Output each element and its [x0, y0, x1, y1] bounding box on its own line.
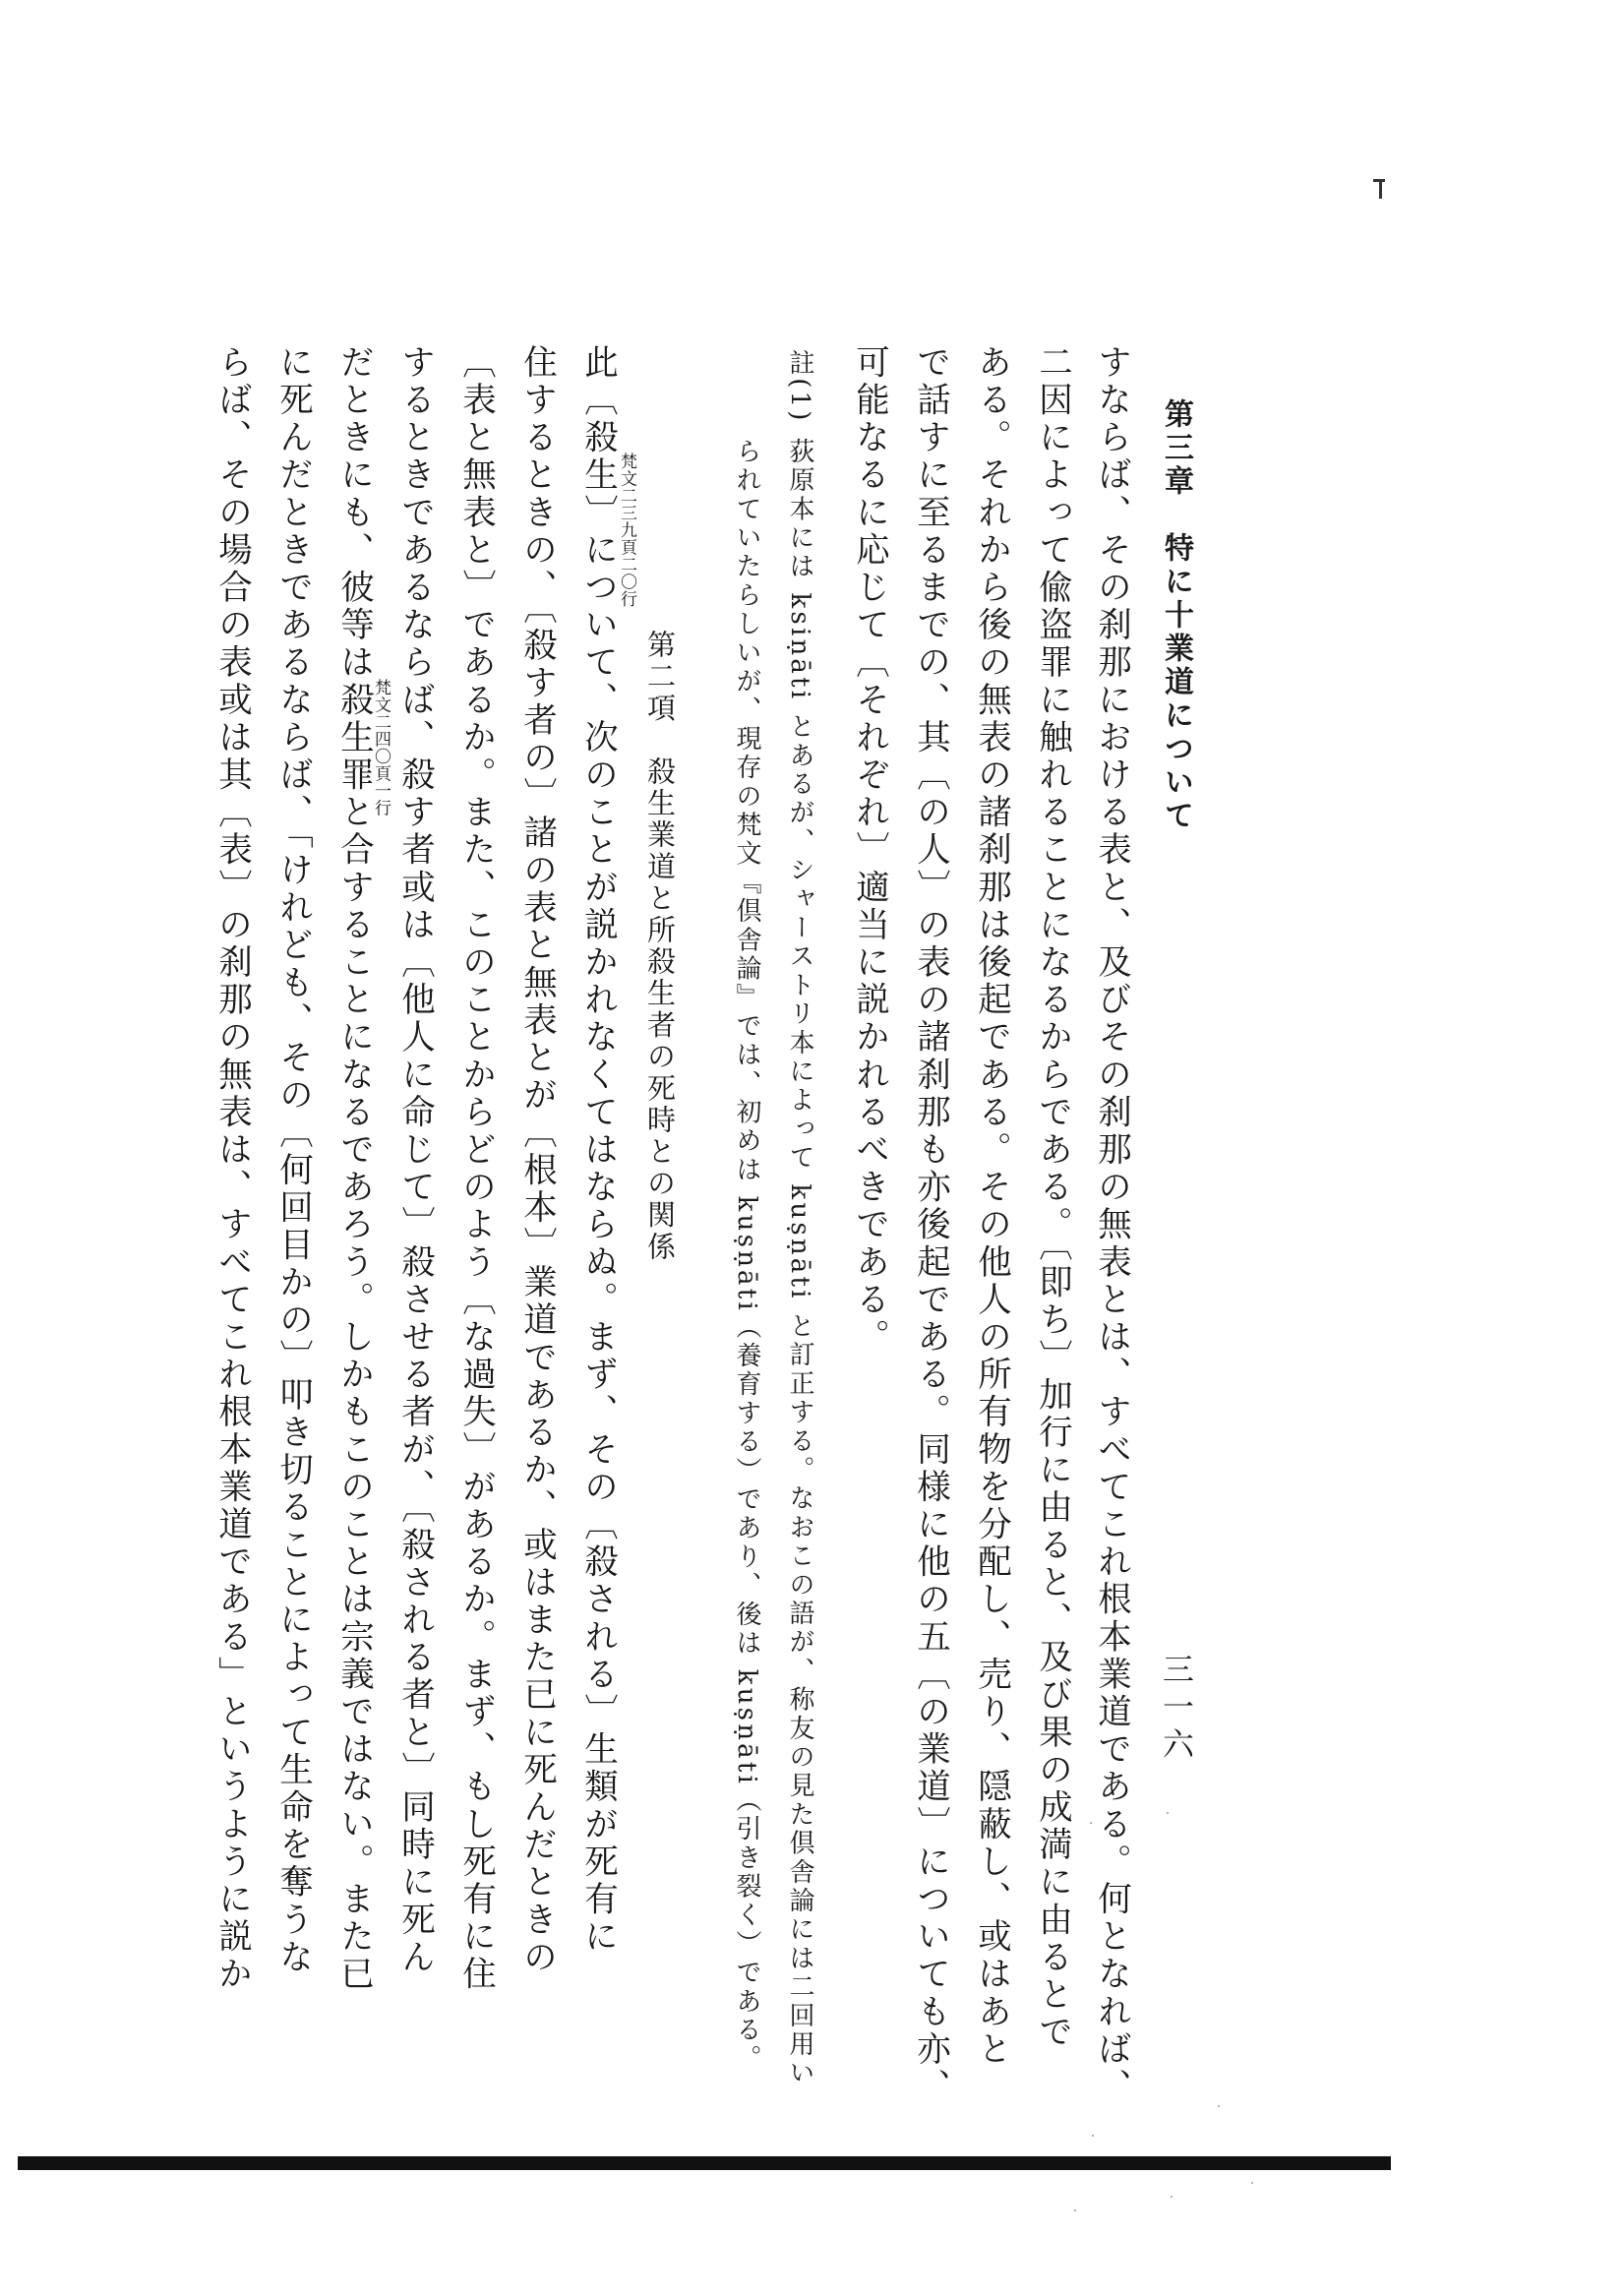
note-line: 荻原本には ksiṇāti とあるが、シャーストリ本によって kuṣṇāti と訂正する。なおこの語が、称友の見た倶舎論には二回用い [785, 438, 814, 2088]
body-line: 二因によって偸盗罪に触れることになるからである。〔即ち〕加行に由ると、及び果の成満に由るとで [1032, 344, 1072, 2052]
running-title: 第三章 特に十業道について [1159, 398, 1193, 833]
body-line: するときであるならば、殺す者或は〔他人に命じて〕殺させる者が、〔殺される者と〕同時に死ん [394, 344, 435, 1977]
body-line: 〔表と無表と〕であるか。また、このことからどのよう〔な過失〕があるか。まず、もし死有に住 [455, 344, 496, 1994]
scan-speck [1074, 2209, 1076, 2211]
scan-speck [1090, 1822, 1092, 1824]
body-line: で話すに至るまでの、其〔の人〕の表の諸刹那も亦後起である。同様に他の五〔の業道〕についても亦、 [910, 344, 950, 2106]
body-line: だときにも、彼等は殺生罪と合することになるであろう。しかもこのことは宗義ではない。また已 [333, 344, 374, 1994]
bottom-rule [18, 2156, 1391, 2170]
scan-speck [1092, 2135, 1094, 2137]
body-line: 此〔殺生〕について、次のことが説かれなくてはならぬ。まず、その〔殺される〕生類が死有に [577, 344, 618, 1957]
scan-corner-mark [1379, 179, 1382, 199]
note-line: られていたらしいが、現存の梵文『倶舎論』では、初めは kuṣṇāti（養育する）であり、後は kuṣṇāti（引き裂く）である。 [732, 438, 761, 2075]
note-label: 註(1) [785, 349, 814, 424]
scan-speck [1218, 2105, 1220, 2107]
body-line: ある。それから後の無表の諸刹那は後起である。その他人の所有物を分配し、売り、隠蔽し、或はあと [971, 344, 1011, 2069]
scan-speck [1251, 2182, 1253, 2184]
page-reference: 梵文二三九頁二〇行 [617, 453, 636, 608]
body-line: 可能なるに応じて〔それぞれ〕適当に説かれるべきである。 [849, 344, 889, 1357]
section-heading: 第二項 殺生業道と所殺生者の死時との関係 [643, 630, 677, 1263]
body-line: に死んだときであるならば、「けれども、その〔何回目かの〕叩き切ることによって生命を奪うな [272, 344, 313, 1977]
body-line: らば、その場合の表或は其〔表〕の刹那の無表は、すべてこれ根本業道である」というように説か [211, 344, 252, 1994]
body-line: すならば、その刹那における表と、及びその刹那の無表とは、すべてこれ根本業道である。何となれば、 [1091, 344, 1131, 2106]
scan-speck [1167, 1812, 1169, 1814]
page-reference: 梵文二四〇頁一行 [371, 679, 391, 816]
scan-speck [1171, 2196, 1173, 2198]
page-number: 三一六 [1158, 1653, 1195, 1765]
body-line: 住するときの、〔殺す者の〕諸の表と無表とが〔根本〕業道であるか、或はまた已に死んだときの [516, 344, 557, 1977]
